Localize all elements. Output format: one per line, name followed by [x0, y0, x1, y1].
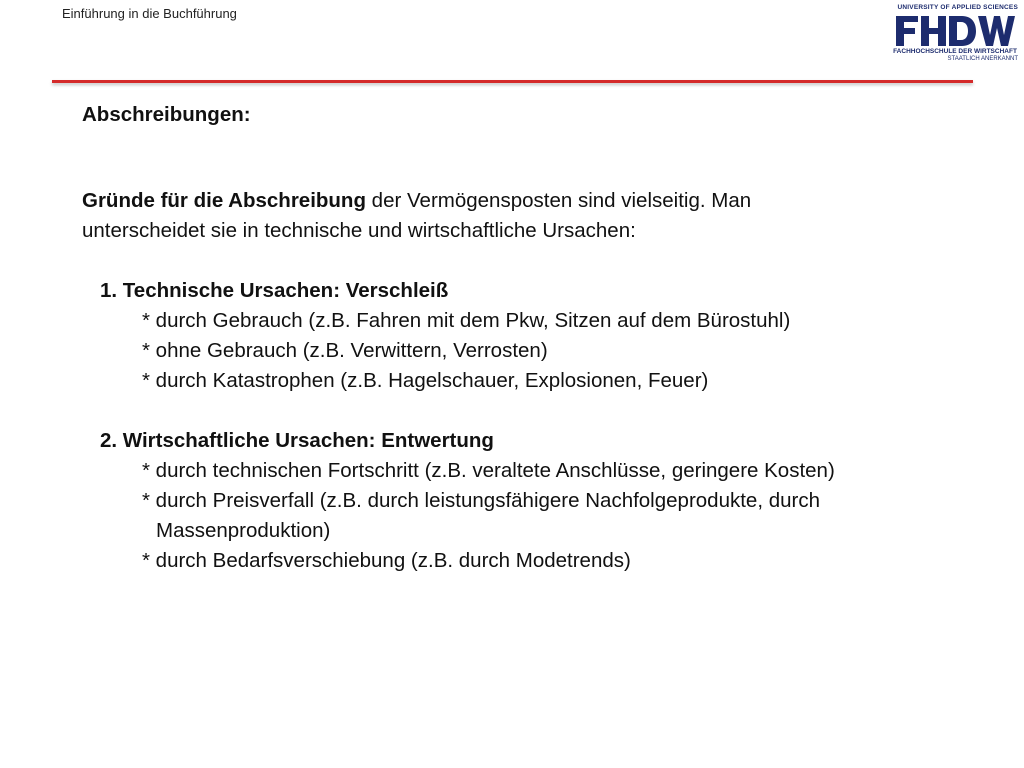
list-item-continuation: Massenproduktion) [156, 519, 331, 542]
logo-subtitle-2: STAATLICH ANERKANNT [947, 56, 1018, 62]
list-item: * durch Gebrauch (z.B. Fahren mit dem Pkw, Sitzen auf dem Bürostuhl) [142, 309, 791, 332]
intro-line-2: unterscheidet sie in technische und wirtschaftliche Ursachen: [82, 219, 636, 242]
intro-paragraph [82, 186, 982, 246]
header-divider [52, 80, 973, 83]
section-title: 1. Technische Ursachen: Verschleiß [100, 279, 449, 302]
intro-text-1: der Vermögensposten sind vielseitig. Man [365, 189, 752, 212]
section-economic [82, 426, 982, 576]
intro-bold: Gründe für die Abschreibung [82, 189, 366, 212]
list-item: * durch technischen Fortschritt (z.B. veraltete Anschlüsse, geringere Kosten) [142, 459, 835, 482]
list-item: * durch Bedarfsverschiebung (z.B. durch Modetrends) [142, 549, 631, 572]
list-item: * durch Preisverfall (z.B. durch leistungsfähigere Nachfolgeprodukte, durch [142, 489, 820, 512]
logo-subtitle-1: FACHHOCHSCHULE DER WIRTSCHAFT [893, 48, 1017, 55]
logo-mark-icon [894, 13, 1016, 49]
section-title: 2. Wirtschaftliche Ursachen: Entwertung [100, 429, 494, 452]
intro-line-1 [82, 186, 982, 216]
list-item: * ohne Gebrauch (z.B. Verwittern, Verrosten) [142, 339, 548, 362]
header-title: Einführung in die Buchführung [62, 6, 237, 21]
logo-tagline: UNIVERSITY OF APPLIED SCIENCES [897, 4, 1018, 11]
section-technical [82, 276, 982, 396]
list-item: * durch Katastrophen (z.B. Hagelschauer, Explosionen, Feuer) [142, 369, 709, 392]
slide-heading: Abschreibungen: [82, 103, 251, 126]
fhdw-logo [892, 4, 1018, 66]
slide-content [82, 100, 982, 576]
